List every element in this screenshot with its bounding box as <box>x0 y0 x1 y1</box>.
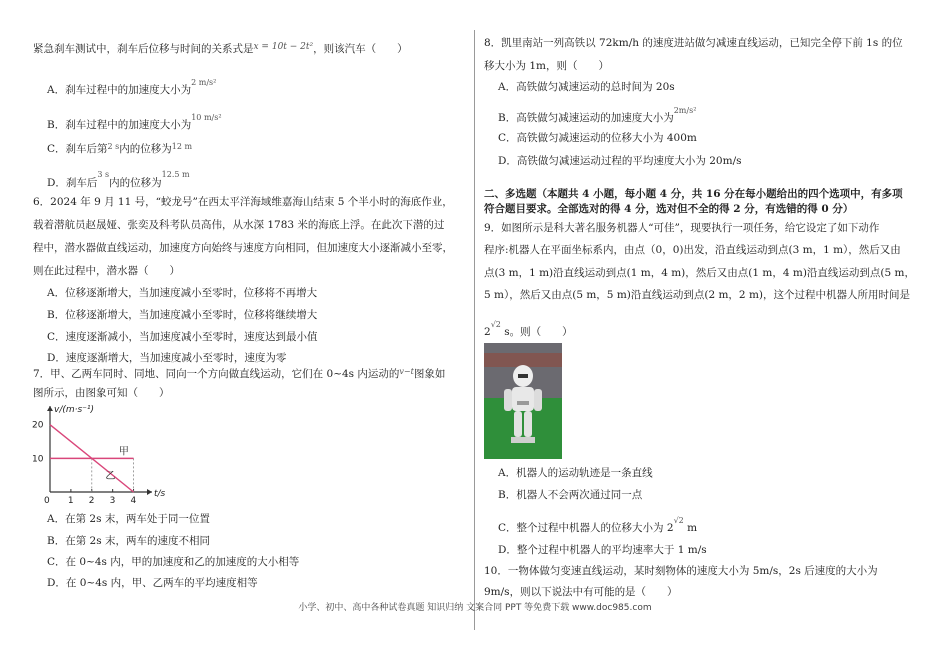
q6-option-c: C．速度逐渐减小，当加速度减小至零时，速度达到最小值 <box>47 331 318 343</box>
q6-line-1: 6．2024 年 9 月 11 号，“蛟龙号”在西太平洋海域维嘉海山结束 5 个半小时的海底作业， <box>33 196 453 208</box>
x-axis-arrow <box>147 489 152 495</box>
q9-time: $2^{√2}$ s。则（ ） <box>484 320 573 338</box>
q9-option-c: C．整个过程中机器人的位移大小为 $2^{√2}$ m <box>498 516 698 534</box>
robot-photo <box>484 343 562 459</box>
vt-graph <box>30 402 165 504</box>
q5-stem: 紧急刹车测试中，刹车后位移与时间的关系式是x = 10t − 2t²，则该汽车（ ） <box>33 42 408 55</box>
column-divider <box>474 30 475 630</box>
q10-line-1: 10．一物体做匀变速直线运动，某时刻物体的速度大小为 5m/s，2s 后速度的大小为 <box>484 565 878 577</box>
q6-line-4: 则在此过程中，潜水器（ ） <box>33 265 180 277</box>
x-tick-label: 0 <box>44 496 50 504</box>
q7-option-c: C．在 0~4s 内，甲的加速度和乙的加速度的大小相等 <box>47 556 300 568</box>
q5-option-b: B．刹车过程中的加速度大小为$^{10 m/s^2}$ <box>47 113 222 131</box>
y-axis-arrow <box>47 406 53 411</box>
y-tick-label: 10 <box>32 454 44 465</box>
x-tick-label: 3 <box>109 496 116 504</box>
q7-option-d: D．在 0~4s 内，甲、乙两车的平均速度相等 <box>47 577 258 589</box>
q6-option-b: B．位移逐渐增大，当加速度减小至零时，位移将继续增大 <box>47 309 318 321</box>
q9-option-a: A．机器人的运动轨迹是一条直线 <box>498 467 653 479</box>
q8-line-1: 8．凯里南站一列高铁以 72km/h 的速度进站做匀减速直线运动，已知完全停下前 1s 的位 <box>484 37 903 49</box>
q9-option-d: D．整个过程中机器人的平均速率大于 1 m/s <box>498 544 707 556</box>
q6-option-d: D．速度逐渐增大，当加速度减小至零时，速度为零 <box>47 352 287 364</box>
q8-option-d: D．高铁做匀减速运动过程的平均速度大小为 20m/s <box>498 155 742 167</box>
q8-option-c: C．高铁做匀减速运动的位移大小为 400m <box>498 132 697 144</box>
series-label-jia: 甲 <box>118 446 129 458</box>
q9-line-2: 程序:机器人在平面坐标系内，由点（0，0)出发，沿直线运动到点(3 m，1 m），然后又由 <box>484 244 901 256</box>
q6-option-a: A．位移逐渐增大，当加速度减小至零时，位移将不再增大 <box>47 287 318 299</box>
q5-option-d: D．刹车后$^{3 s}$内的位移为$^{12.5 m}$ <box>47 170 190 189</box>
q5-option-a: A．刹车过程中的加速度大小为$^{2 m/s^2}$ <box>47 78 217 96</box>
q10-line-2: 9m/s，则以下说法中有可能的是（ ） <box>484 586 678 598</box>
q5-formula: x = 10t − 2t² <box>253 42 314 52</box>
q7-option-b: B．在第 2s 末，两车的速度不相同 <box>47 535 210 547</box>
footer: 小学、初中、高中各种试卷真题 知识归纳 文案合同 PPT 等免费下载 www.doc985.com <box>298 603 652 613</box>
y-tick-label: 20 <box>32 420 44 431</box>
q6-line-2: 载着潜航员赵晟娅、张奕及科考队员高伟，从水深 1783 米的海底上浮。在此次下潜的过 <box>33 219 445 231</box>
q7-line-2: 图所示，由图象可知（ ） <box>33 387 170 399</box>
q6-line-3: 程中，潜水器做直线运动，加速度方向始终与速度方向相同，但加速度大小逐渐减小至零， <box>33 242 453 254</box>
section-2-header-line-1: 二、多选题（本题共 4 小题，每小题 4 分，共 16 分在每小题给出的四个选项中，有多项 <box>484 188 903 200</box>
x-tick-label: 4 <box>130 496 137 504</box>
q7-line-1: 7．甲、乙两车同时、同地、同向一个方向做直线运动，它们在 0~4s 内运动的$^{v-t}$图象如 <box>33 367 446 380</box>
q8-option-a: A．高铁做匀减速运动的总时间为 20s <box>498 81 675 93</box>
section-2-header-line-2: 符合题目要求。全部选对的得 4 分，选对但不全的得 2 分，有选错的得 0 分） <box>484 203 854 215</box>
y-axis-label: v/(m·s⁻¹) <box>54 405 95 415</box>
q9-option-b: B．机器人不会两次通过同一点 <box>498 489 643 501</box>
q9-line-4: 5 m），然后又由点(5 m，5 m)沿直线运动到点(2 m，2 m)，这个过程中机器人所用时间是 <box>484 289 911 301</box>
q7-option-a: A．在第 2s 末，两车处于同一位置 <box>47 513 210 525</box>
q8-line-2: 移大小为 1m，则（ ） <box>484 60 609 72</box>
q5-option-c: C．刹车后第$^{2 s}$内的位移为$^{12 m}$ <box>47 142 193 155</box>
q9-line-1: 9．如图所示是科大著名服务机器人“可佳”，现要执行一项任务，给它设定了如下动作 <box>484 222 880 234</box>
x-tick-label: 1 <box>67 496 74 504</box>
x-axis-label: t/s <box>154 489 165 499</box>
q8-option-b: B．高铁做匀减速运动的加速度大小为$^{2m/s^2}$ <box>498 106 697 124</box>
series-label-yi: 乙 <box>105 471 116 483</box>
x-tick-label: 2 <box>88 496 95 504</box>
q9-line-3: 点(3 m，1 m)沿直线运动到点(1 m，4 m)，然后又由点(1 m，4 m)沿直线运动到点(5 m， <box>484 267 915 279</box>
